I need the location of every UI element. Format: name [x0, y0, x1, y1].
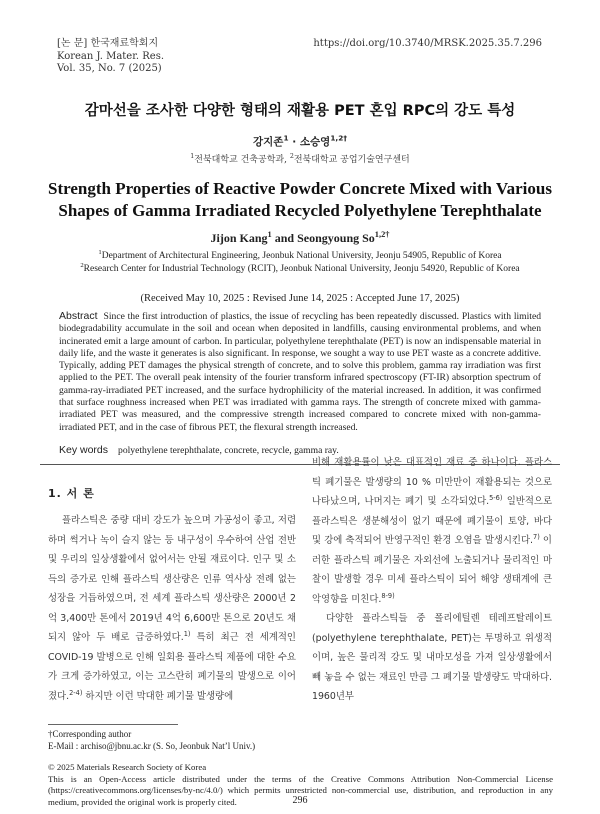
abstract-text: Since the first introduction of plastics, the issue of recycling has been repeatedly discussed. Plastics with limited biodegradability accumulate in the soil and ocean when deposited in landfills, causing environmental problems, and when incinerated emit a large amount of carbon. In particular, polyethylene terephthalate (PET) is now an indispensable material in daily life, and the waste it generates is also significant. In response, we sought a way to use PET waste as a concrete additive. Typically, adding PET damages the physical strength of concrete, and to solve this problem, gamma ray irradiation was first applied to the PET. The overall peak intensity of the fourier transform infrared spectroscopy (FT-IR) absorption spectrum of gamma-ray-irradiated PET increased, and the surface hydrophilicity of the material increased. In addition, it was confirmed that surface roughness increased when PET was irradiated with gamma rays. The strength of concrete mixed with gamma-irradiated PET was measured, and the compressive strength increased compared to concrete mixed with non-gamma-irradiated PET, and in the case of fibrous PET, the flexural strength increased. [59, 311, 541, 433]
aff-ko-1-sup: 1 [190, 153, 195, 160]
title-english: Strength Properties of Reactive Powder Concrete Mixed with Various Shapes of Gamma Irradiated Recycled Polyethylene Terephthalate [48, 179, 552, 220]
author-2-ko: 소승영 [299, 136, 331, 148]
right-para-2: 다양한 플라스틱들 중 폴리에틸렌 테레프탈레이트(polyethylene terephthalate, PET)는 투명하고 위생적이며, 높은 물리적 강도 및 내마모성을 가져 일상생활에서 빼 놓을 수 없는 재료인 만큼 그 폐기물 발생량도 막대하다. 1960년부 [312, 613, 552, 702]
author-2-en: Seongyoung So [297, 231, 375, 245]
affiliations-english [0, 250, 600, 276]
footnote-divider [48, 724, 178, 725]
keywords-label: Key words [59, 444, 109, 456]
journal-header [57, 38, 164, 76]
copyright: © 2025 Materials Research Society of Korea [48, 762, 207, 772]
ref-2-4: 2-4) [69, 688, 83, 697]
author-1-ko-sup: 1 [283, 133, 289, 143]
right-para-1a: 비해 재활용률이 낮은 대표적인 재료 중 하나이다. 플라스틱 폐기물은 발생량의 10 % 미만만이 재활용되는 것으로 나타났으며, 나머지는 폐기 및 소각되었다. [312, 457, 552, 507]
received-dates: (Received May 10, 2025 : Revised June 14, 2025 : Accepted June 17, 2025) [140, 293, 460, 304]
left-para-1b: 특히 최근 전 세계적인 COVID-19 발병으로 인해 일회용 플라스틱 제품에 대한 수요가 크게 증가하였고, 이는 고스란히 폐기물의 발생으로 이어졌다. [48, 632, 296, 702]
ref-5-6: 5-6) [489, 493, 503, 502]
body-column-left [48, 511, 296, 706]
journal-name-en: Korean J. Mater. Res. [57, 50, 165, 62]
doi-link[interactable]: https://doi.org/10.3740/MRSK.2025.35.7.296 [313, 38, 542, 49]
aff-ko-1: 전북대학교 건축공학과, [194, 155, 290, 165]
aff-en-1: Department of Architectural Engineering, Jeonbuk National University, Jeonju 54905, Republic of Korea [101, 251, 502, 261]
abstract [59, 310, 541, 434]
license-text: This is an Open-Access article distributed under the terms of the Creative Commons Attribution Non-Commercial License (https://creativecommons.org/licenses/by-nc/4.0/) which permits unrestricted non-commercial use, distribution, and reproduction in any medium, provided the original work is properly cited. [48, 773, 553, 807]
keywords [59, 444, 339, 456]
aff-en-2-sup: 2 [80, 261, 84, 269]
author-1-en-sup: 1 [267, 230, 272, 239]
aff-en-2: Research Center for Industrial Technology (RCIT), Jeonbuk National University, Jeonju 54920, Republic of Korea [83, 264, 520, 274]
author-2-en-sup: 1,2† [374, 230, 390, 239]
aff-en-1-sup: 1 [98, 248, 102, 256]
ref-7: 7) [533, 532, 540, 541]
journal-name-ko: [논 문] 한국재료학회지 [57, 38, 159, 49]
section-heading: 1. 서 론 [48, 487, 95, 500]
body-column-right [312, 453, 552, 707]
affiliations-korean [0, 152, 600, 165]
right-para-1b: 일반적으로 플라스틱은 생분해성이 없기 때문에 폐기물이 토양, 바다 및 강에 축적되어 반영구적인 환경 오염을 발생시킨다. [312, 496, 552, 546]
author-email: E-Mail : archiso@jbnu.ac.kr (S. So, Jeonbuk Nat’l Univ.) [48, 741, 256, 751]
author-1-en: Jijon Kang [210, 231, 268, 245]
aff-ko-2: 전북대학교 공업기술연구센터 [293, 155, 410, 165]
author-separator: · [288, 136, 300, 148]
ref-1: 1) [183, 629, 191, 638]
abstract-label: Abstract [59, 310, 98, 322]
authors-english [0, 231, 600, 246]
page-number: 296 [292, 795, 308, 806]
authors-korean [0, 134, 600, 149]
author-and: and [271, 231, 298, 245]
footnote [48, 728, 255, 752]
author-2-ko-sup: 1,2† [330, 133, 347, 143]
right-para-1c: 이러한 플라스틱 폐기물은 자외선에 노출되거나 물리적인 마찰이 발생할 경우 미세 플라스틱이 되어 해양 생태계에 큰 악영향을 미친다. [312, 535, 552, 605]
left-para-1a: 플라스틱은 중량 대비 강도가 높으며 가공성이 좋고, 저렴하며 썩거나 녹이 슬지 않는 등 내구성이 우수하여 산업 전반 및 우리의 일상생활에서 없어서는 안될 재료이다. 인구 및 소득의 증가로 인해 플라스틱 생산량은 인류 역사상 전례 없는 성장을 거듭하였으며, 전 세계 플라스틱 생산량은 2000년 2억 3,400만 톤에서 2019년 4억 6,600만 톤으로 20년도 채 되지 않아 두 배로 급증하였다. [48, 515, 296, 643]
title-korean: 감마선을 조사한 다양한 형태의 재활용 PET 혼입 RPC의 강도 특성 [84, 103, 516, 119]
journal-volume: Vol. 35, No. 7 (2025) [57, 63, 162, 74]
keywords-text: polyethylene terephthalate, concrete, recycle, gamma ray. [118, 445, 339, 456]
author-1-ko: 강지존 [253, 136, 284, 148]
ref-8-9: 8-9) [381, 591, 395, 600]
aff-ko-2-sup: 2 [289, 153, 294, 160]
corresponding-author: †Corresponding author [48, 729, 132, 739]
left-para-1c: 하지만 이런 막대한 폐기물 발생량에 [82, 690, 234, 702]
